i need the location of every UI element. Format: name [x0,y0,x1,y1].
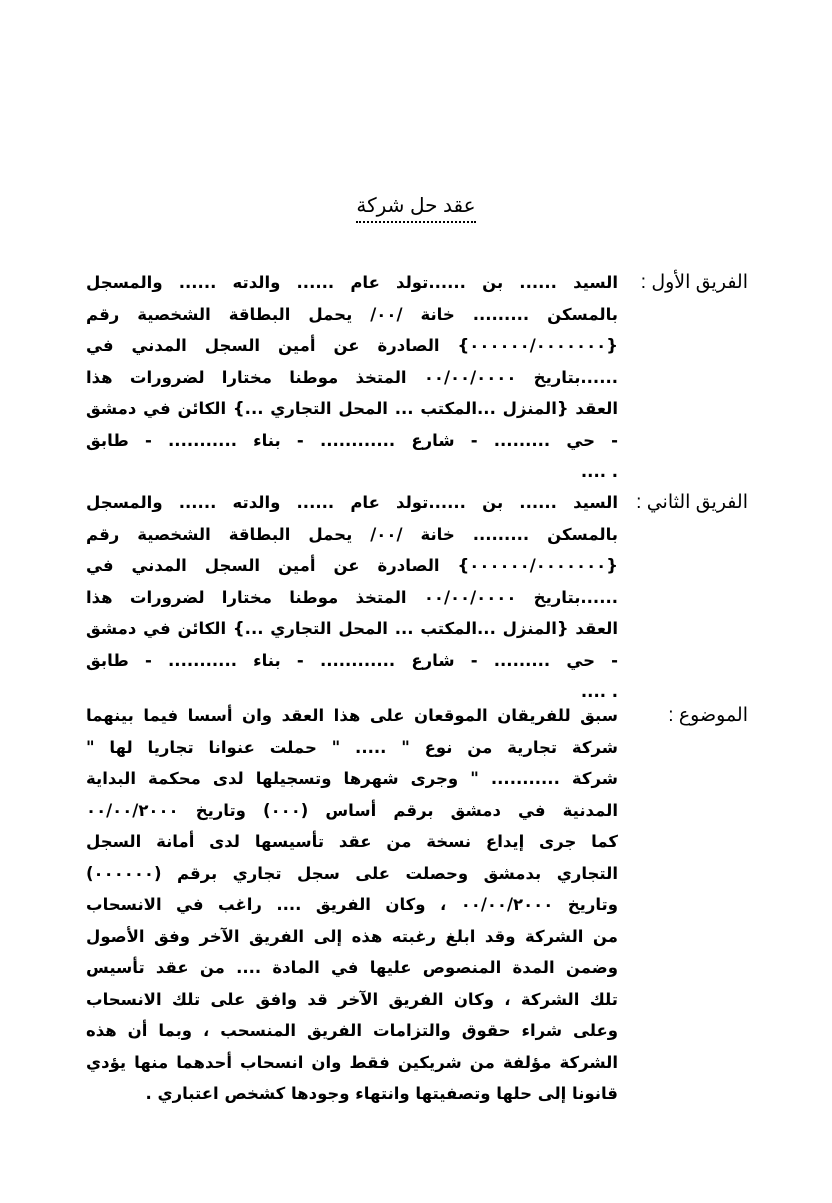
party-two-line: ......بتاريخ ٠٠/٠٠/٠٠٠٠ المتخذ موطنا مختارا لضرورات هذا [86,587,618,607]
subject-line: قانونا إلى حلها وتصفيتها وانتهاء وجودها كشخص اعتباري . [145,1084,618,1103]
subject-line: شركة تجارية من نوع " ..... " حملت عنوانا تجاريا لها " [86,737,618,757]
party-one-line: بالمسكن ......... خانة /٠٠/ يحمل البطاقة الشخصية رقم [86,304,618,324]
party-two-line: بالمسكن ......... خانة /٠٠/ يحمل البطاقة الشخصية رقم [86,524,618,544]
subject-line: شركة ........... " وجرى شهرها وتسجيلها لدى محكمة البداية [86,769,618,788]
party-one-line: {٠٠٠٠٠٠/٠٠٠٠٠٠٠} الصادرة عن أمين السجل المدني في [86,336,618,355]
party-two-body [86,487,618,708]
subject-line: كما جرى إيداع نسخة من عقد تأسيسها لدى أمانة السجل [86,832,618,851]
party-two-line: {٠٠٠٠٠٠/٠٠٠٠٠٠٠} الصادرة عن أمين السجل المدني في [86,556,618,575]
document-title-wrapper [0,193,832,218]
subject-line: التجاري بدمشق وحصلت على سجل تجاري برقم (٠٠٠٠٠٠) [86,863,618,883]
subject-body [86,700,618,1110]
party-one-line: . .... [580,462,618,481]
subject-line: وضمن المدة المنصوص عليها في المادة .... من عقد تأسيس [86,958,618,977]
party-two-line: . .... [580,682,618,701]
subject-line: وعلى شراء حقوق والتزامات الفريق المنسحب ، وبما أن هذه [86,1021,618,1040]
party-one-label: الفريق الأول : [640,272,748,293]
party-two-label: الفريق الثاني : [636,492,748,513]
party-two-line: السيد ...... بن ......تولد عام ...... والدته ...... والمسجل [86,493,618,512]
subject-line: من الشركة وقد ابلغ رغبته هذه إلى الفريق الآخر وفق الأصول [86,926,618,946]
party-one-body [86,267,618,488]
subject-line: الشركة مؤلفة من شريكين فقط وان انسحاب أحدهما منها يؤدي [86,1052,618,1072]
subject-line: وتاريخ ٠٠/٠٠/٢٠٠٠ ، وكان الفريق .... راغب في الانسحاب [86,895,618,914]
party-one-line: العقد {المنزل ...المكتب ... المحل التجاري ...} الكائن في دمشق [86,399,618,418]
party-one-line: ......بتاريخ ٠٠/٠٠/٠٠٠٠ المتخذ موطنا مختارا لضرورات هذا [86,367,618,387]
party-one-line: - حي ......... - شارع ............ - بناء ........... - طابق [86,430,618,450]
document-title: عقد حل شركة [356,195,475,223]
party-two-line: - حي ......... - شارع ............ - بناء ........... - طابق [86,650,618,670]
subject-label: الموضوع : [668,705,748,726]
subject-line: سبق للفريقان الموقعان على هذا العقد وان أسسا فيما بينهما [86,706,618,725]
subject-line: المدنية في دمشق برقم أساس (٠٠٠) وتاريخ ٠٠/٠٠/٢٠٠٠ [86,800,618,820]
party-two-line: العقد {المنزل ...المكتب ... المحل التجاري ...} الكائن في دمشق [86,619,618,638]
subject-line: تلك الشركة ، وكان الفريق الآخر قد وافق على تلك الانسحاب [86,989,618,1009]
party-one-line: السيد ...... بن ......تولد عام ...... والدته ...... والمسجل [86,273,618,292]
